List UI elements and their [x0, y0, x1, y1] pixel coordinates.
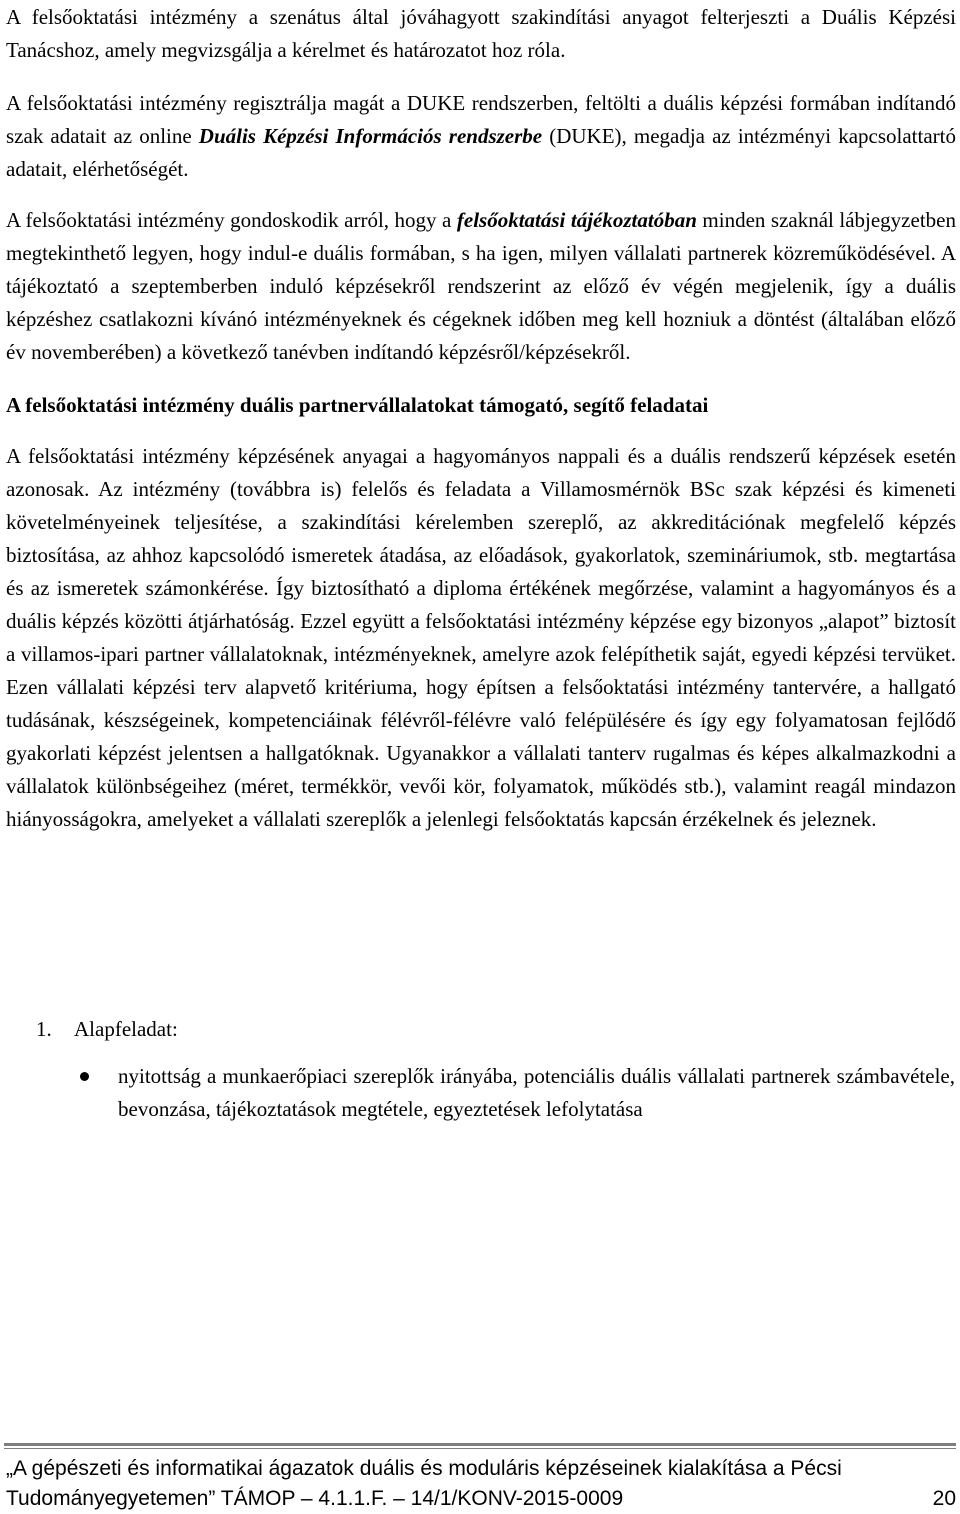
paragraph-duke-registration	[6, 87, 956, 186]
paragraph-text: A felsőoktatási intézmény képzésének anyagai a hagyományos nappali és a duális rendszerű képzések esetén azonosak. Az intézmény (továbbra is) felelős és feladata a Villamosmérnök BSc szak képzési és kimeneti követelményeinek teljesítése, a szakindítási kérelemben szereplő, az akkreditációnak megfelelő képzés biztosítása, az ahhoz kapcsolódó ismeretek átadása, az előadások, gyakorlatok, szemináriumok, stb. megtartása és az ismeretek számonkérése. Így biztosítható a diploma értékének megőrzése, valamint a hagyományos és a duális képzés közötti átjárhatóság. Ezzel együtt a felsőoktatási intézmény képzése egy bizonyos „alapot” biztosít a villamos-ipari partner vállalatoknak, intézményeknek, amelyre azok felépíthetik saját, egyedi képzési tervüket. Ezen vállalati képzési terv alapvető kritériuma, hogy építsen a felsőoktatási intézmény tantervére, a hallgató tudásának, készségeinek, kompetenciáinak félévről-félévre való felépülésére és így egy folyamatosan fejlődő gyakorlati képzést jelentsen a hallgatóknak. Ugyanakkor a vállalati tanterv rugalmas és képes alkalmazkodni a vállalatok különbségeihez (méret, termékkör, vevői kör, folyamatok, működés stb.), valamint reagál mindazon hiányosságokra, amelyeket a vállalati szereplők a jelenlegi felsőoktatás kapcsán érzékelnek és jeleznek.	[6, 444, 956, 831]
numbered-list-item	[36, 1013, 178, 1046]
emphasis-text: felsőoktatási tájékoztatóban	[456, 208, 697, 232]
footer-project-title: „A gépészeti és informatikai ágazatok duális és moduláris képzéseinek kialakítása a Pécsi	[6, 1457, 842, 1480]
paragraph-information-guide	[6, 204, 956, 369]
paragraph-text: A felsőoktatási intézmény regisztrálja magát a DUKE rendszerben, feltölti a duális képzési formában indítandó szak adatait az online	[6, 91, 956, 148]
bullet-text: nyitottság a munkaerőpiaci szereplők irányába, potenciális duális vállalati partnerek számbavétele, bevonzása, tájékoztatások megtétele, egyeztetések lefolytatása	[118, 1064, 955, 1121]
document-body	[6, 0, 956, 836]
list-number: 1.	[36, 1017, 52, 1041]
paragraph-text: A felsőoktatási intézmény a szenátus által jóváhagyott szakindítási anyagot felterjeszti a Duális Képzési Tanácshoz, amely megvizsgálja a kérelmet és határozatot hoz róla.	[6, 5, 956, 62]
page-footer	[6, 1454, 956, 1514]
page-number: 20	[932, 1487, 956, 1510]
bullet-icon	[78, 1060, 118, 1126]
footer-project-code: Tudományegyetemen” TÁMOP – 4.1.1.F. – 14/1/KONV-2015-0009	[6, 1487, 624, 1510]
paragraph-submission	[6, 1, 956, 67]
paragraph-text: (DUKE), megadja az intézményi kapcsolattartó adatait, elérhetőségét.	[6, 124, 956, 181]
footer-divider	[4, 1443, 956, 1446]
bullet-list-item	[78, 1060, 955, 1126]
paragraph-institution-duties	[6, 440, 956, 836]
footer-divider-thin	[4, 1448, 956, 1449]
paragraph-text: A felsőoktatási intézmény gondoskodik arról, hogy a	[6, 208, 457, 232]
footer-line	[6, 1484, 956, 1514]
paragraph-text: minden szaknál lábjegyzetben megtekinthető legyen, hogy indul-e duális formában, s ha igen, milyen vállalati partnerek közreműködésével. A tájékoztató a szeptemberben induló képzésekről rendszerint az előző év végén megjelenik, így a duális képzéshez csatlakozni kívánó intézményeknek és cégeknek időben meg kell hozniuk a döntést (általában előző év novemberében) a következő tanévben indítandó képzésről/képzésekről.	[6, 208, 956, 364]
section-heading: A felsőoktatási intézmény duális partnervállalatokat támogató, segítő feladatai	[6, 393, 709, 417]
list-title: Alapfeladat:	[74, 1017, 178, 1041]
emphasis-text: Duális Képzési Információs rendszerbe	[198, 124, 543, 148]
